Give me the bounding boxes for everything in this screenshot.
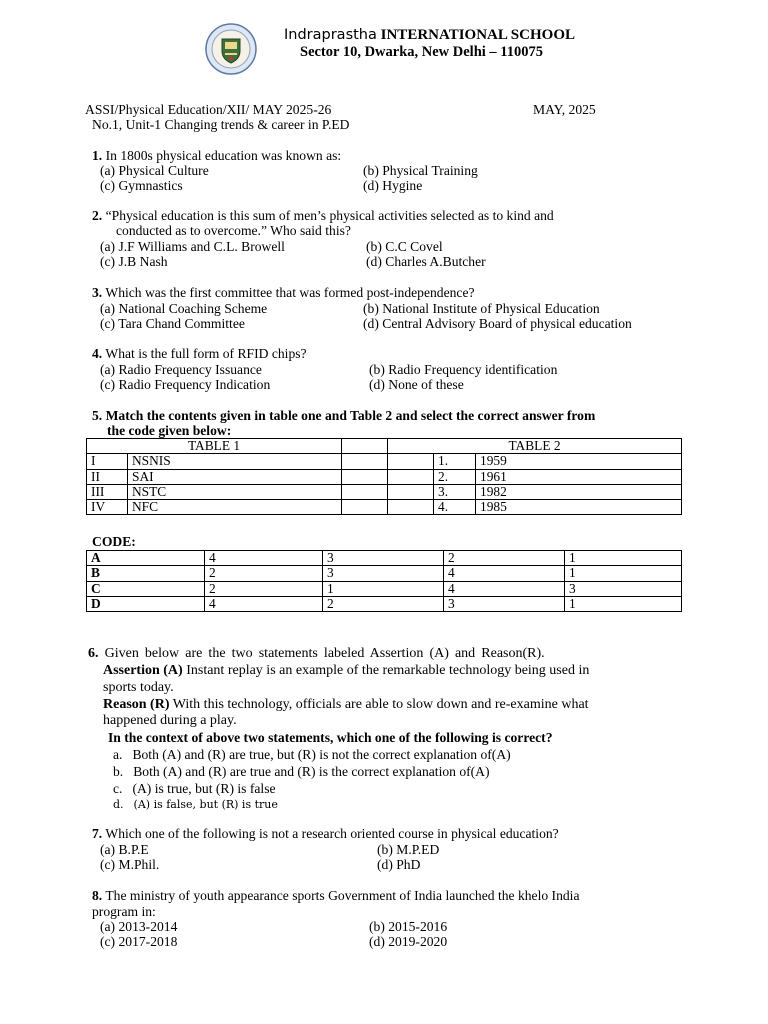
assignment-date: MAY, 2025 xyxy=(533,102,596,117)
school-address: Sector 10, Dwarka, New Delhi – 110075 xyxy=(300,44,543,60)
q8-option-b: (b) 2015-2016 xyxy=(369,919,448,934)
q2-option-c: (c) J.B Nash xyxy=(100,254,168,269)
q6-option-a: a. Both (A) and (R) are true, but (R) is not the correct explanation of(A) xyxy=(113,747,511,762)
q3-option-b: (b) National Institute of Physical Education xyxy=(363,301,600,316)
unit-title: No.1, Unit-1 Changing trends & career in P.ED xyxy=(92,117,350,132)
q6-option-b: b. Both (A) and (R) are true and (R) is the correct explanation of(A) xyxy=(113,764,490,779)
q1-option-b: (b) Physical Training xyxy=(363,163,478,178)
q4-option-a: (a) Radio Frequency Issuance xyxy=(100,362,262,377)
question-7: 7. Which one of the following is not a research oriented course in physical education? xyxy=(92,826,559,841)
assertion-line2: sports today. xyxy=(103,680,174,695)
q6-option-d: d. (A) is false, but (R) is true xyxy=(113,798,278,811)
q1-option-a: (a) Physical Culture xyxy=(100,163,209,178)
q8-option-c: (c) 2017-2018 xyxy=(100,934,178,949)
code-row: A 4 3 2 1 xyxy=(87,551,682,566)
q7-option-b: (b) M.P.ED xyxy=(377,842,440,857)
code-row: C 2 1 4 3 xyxy=(87,581,682,596)
code-label: CODE: xyxy=(92,534,136,549)
table-row: IV NFC 4. 1985 xyxy=(87,500,682,515)
assignment-code: ASSI/Physical Education/XII/ MAY 2025-26 xyxy=(85,102,332,117)
q4-option-b: (b) Radio Frequency identification xyxy=(369,362,558,377)
q8-option-a: (a) 2013-2014 xyxy=(100,919,178,934)
question-1: 1. In 1800s physical education was known as: xyxy=(92,148,342,163)
reason-line2: happened during a play. xyxy=(103,713,237,728)
question-4: 4. What is the full form of RFID chips? xyxy=(92,346,307,361)
q2-option-b: (b) C.C Covel xyxy=(366,239,443,254)
table-header-row xyxy=(87,439,682,454)
table-row: II SAI 2. 1961 xyxy=(87,469,682,484)
reason: Reason (R) With this technology, officials are able to slow down and re-examine what xyxy=(103,697,589,712)
code-row: D 4 2 3 1 xyxy=(87,596,682,611)
question-8-line2: program in: xyxy=(92,904,156,919)
code-row: B 2 3 4 1 xyxy=(87,566,682,581)
q7-option-d: (d) PhD xyxy=(377,857,421,872)
question-6: 6. Given below are the two statements labeled Assertion (A) and Reason(R). xyxy=(88,646,545,661)
q6-option-c: c. (A) is true, but (R) is false xyxy=(113,781,276,796)
q8-option-d: (d) 2019-2020 xyxy=(369,934,448,949)
table1-header: TABLE 1 xyxy=(87,439,342,454)
q2-option-d: (d) Charles A.Butcher xyxy=(366,254,486,269)
q1-option-d: (d) Hygine xyxy=(363,178,423,193)
question-6-prompt: In the context of above two statements, which one of the following is correct? xyxy=(108,730,553,745)
table2-header: TABLE 2 xyxy=(388,439,682,454)
q4-option-d: (d) None of these xyxy=(369,377,464,392)
question-3: 3. Which was the first committee that was formed post-independence? xyxy=(92,285,475,300)
q3-option-c: (c) Tara Chand Committee xyxy=(100,316,245,331)
question-5: 5. Match the contents given in table one and Table 2 and select the correct answer from xyxy=(92,408,596,423)
question-8: 8. The ministry of youth appearance sports Government of India launched the khelo India xyxy=(92,888,580,903)
q3-option-a: (a) National Coaching Scheme xyxy=(100,301,268,316)
q7-option-c: (c) M.Phil. xyxy=(100,857,160,872)
match-table xyxy=(86,438,682,515)
q7-option-a: (a) B.P.E xyxy=(100,842,149,857)
question-2: 2. “Physical education is this sum of men’s physical activities selected as to kind and xyxy=(92,208,554,223)
code-table xyxy=(86,550,682,612)
q3-option-d: (d) Central Advisory Board of physical education xyxy=(363,316,632,331)
question-2-line2: conducted as to overcome.” Who said this? xyxy=(116,223,351,238)
school-name: Indraprastha INTERNATIONAL SCHOOL xyxy=(284,27,575,43)
question-5-line2: the code given below: xyxy=(107,423,232,438)
q1-option-c: (c) Gymnastics xyxy=(100,178,183,193)
assertion: Assertion (A) Instant replay is an example of the remarkable technology being used in xyxy=(103,663,590,678)
q4-option-c: (c) Radio Frequency Indication xyxy=(100,377,271,392)
school-logo xyxy=(205,23,257,75)
q2-option-a: (a) J.F Williams and C.L. Browell xyxy=(100,239,285,254)
table-row: I NSNIS 1. 1959 xyxy=(87,454,682,469)
table-row: III NSTC 3. 1982 xyxy=(87,484,682,499)
